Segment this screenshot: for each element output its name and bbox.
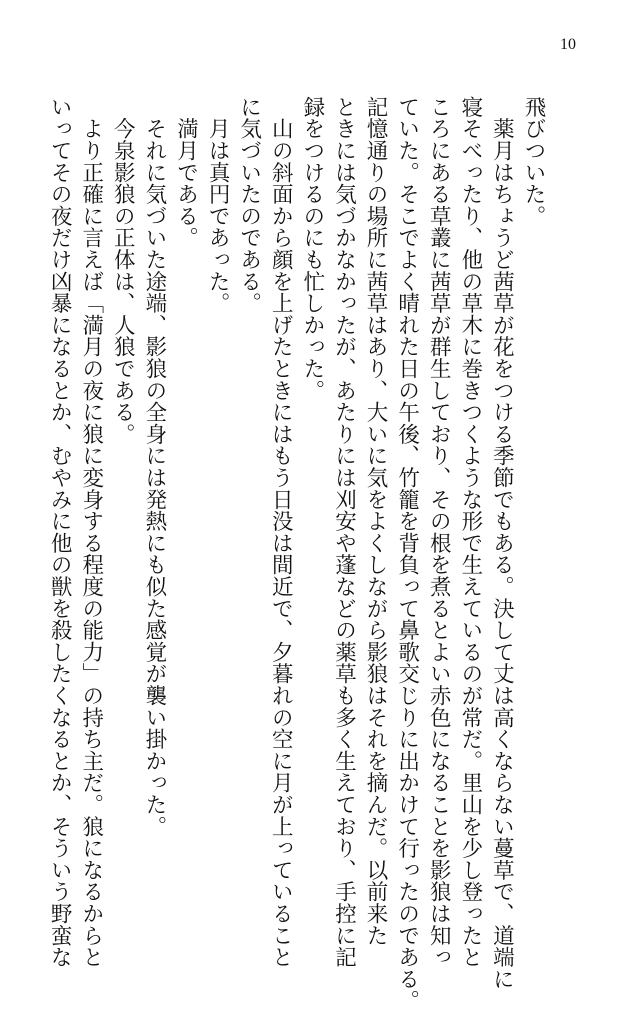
text-line: 記憶通りの場所に茜草はあり、大いに気をよくしながら影狼はそれを摘んだ。以前来た [363,96,389,947]
text-line: 山の斜面から顔を上げたときにはもう日没は間近で、夕暮れの空に月が上っていること [268,96,294,968]
text-line: ころにある草叢に茜草が群生しており、その根を煮るとよい赤色になることを影狼は知っ [426,96,452,968]
text-line: ていた。そこでよく晴れた日の午後、竹籠を背負って鼻歌交じりに出かけて行ったのである。 [394,96,420,1012]
text-line: いってその夜だけ凶暴になるとか、むやみに他の獣を殺したくなるとか、そういう野蛮な [47,96,73,968]
text-line: より正確に言えば「満月の夜に狼に変身する程度の能力」の持ち主だ。狼になるからと [78,96,104,968]
text-line: 飛びついた。 [521,96,546,227]
text-line: ときには気づかなかったが、あたりには刈安や蓬などの薬草も多く生えており、手控に記 [331,96,357,968]
page-number: 10 [560,36,576,53]
text-line: に気づいたのである。 [236,96,262,314]
text-line: 今泉影狼の正体は、人狼である。 [110,96,136,445]
text-line: 月は真円であった。 [205,96,231,314]
text-line: 寝そべったり、他の草木に巻きつくような形で生えているのが常だ。里山を少し登ったと [457,96,483,968]
text-line: 録をつけるのにも忙しかった。 [299,96,325,402]
text-line: それに気づいた途端、影狼の全身には発熱にも似た感覚が襲い掛かった。 [141,96,167,838]
text-line: 満月である。 [173,96,199,249]
text-line: 薬月はちょうど茜草が花をつける季節でもある。決して丈は高くならない蔓草で、道端に [489,96,515,990]
body-text [44,96,550,1012]
